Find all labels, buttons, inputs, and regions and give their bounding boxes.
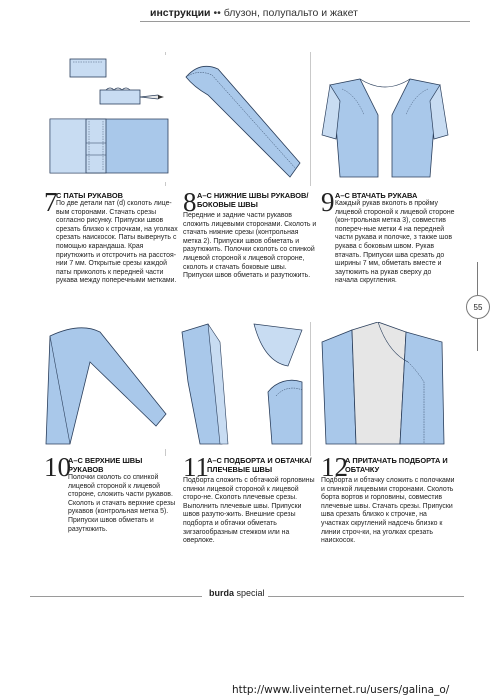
step-number: 11 — [183, 452, 209, 482]
column-divider — [310, 322, 311, 456]
brand-name: burda — [209, 588, 235, 598]
watermark-url: http://www.liveinternet.ru/users/galina_o/ — [232, 684, 450, 696]
illustration-step-12 — [318, 322, 448, 449]
step-7 — [44, 187, 178, 286]
header-text — [150, 7, 358, 19]
step-number: 7 — [44, 187, 58, 217]
illustration-step-9 — [320, 55, 450, 182]
page-badge-line — [477, 318, 478, 351]
step-body: Подборта и обтачку сложить с полочками и спинкой лицевыми сторонами. Сколоть борта вортов и горловины, совместив плечевые швы. Стачать срезы. Припуски шва срезать близко к строчке, на участках скруглений надсечь близко к линии строч-ки, на уголках срезать наискосок. — [321, 477, 455, 545]
page-number: 55 — [473, 302, 483, 312]
step-title: А–С ВЕРХНИЕ ШВЫ РУКАВОВ — [68, 456, 143, 474]
step-body: Передние и задние части рукавов сложить лицевыми сторонами. Сколоть и стачать нижние срезы (контрольная метка 2). Припуски швов обметать и разутюжить. Полочки сколоть со спинкой лицевой стороной к лицевой стороне, сколоть и стачать боковые швы. Припуски швов обметать и разутюжить. — [183, 212, 317, 280]
header-separator: •• — [213, 7, 221, 19]
step-number: 12 — [321, 452, 348, 482]
step-number: 10 — [44, 452, 71, 482]
header-section: инструкции — [150, 7, 211, 19]
page-badge-line — [477, 262, 478, 295]
step-title: С ПАТЫ РУКАВОВ — [56, 191, 123, 200]
step-9 — [321, 187, 455, 286]
step-number: 9 — [321, 187, 335, 217]
illustration-step-7 — [40, 55, 170, 182]
step-body: По две детали пат (d) сколоть лице-вым сторонами. Стачать срезы согласно рисунку. Припуски швов срезать близко к строчкам, на уголках срезать наискосок. Паты вывернуть с помощью карандаша. Края приутюжить и отстрочить на расстоя-нии 7 мм. Открытые срезы каждой паты приколоть к передней части рукава между поперечными метками. — [56, 200, 178, 285]
column-divider — [310, 52, 311, 186]
step-title: А–С ВТАЧАТЬ РУКАВА — [335, 191, 418, 200]
illustration-step-11 — [178, 322, 308, 449]
step-title: А–С НИЖНИЕ ШВЫ РУКАВОВ/ БОКОВЫЕ ШВЫ — [197, 191, 309, 209]
step-title: А ПРИТАЧАТЬ ПОДБОРТА И ОБТАЧКУ — [345, 456, 448, 474]
header-subtitle: блузон, полупальто и жакет — [223, 7, 358, 19]
step-10 — [44, 452, 178, 534]
step-body: Каждый рукав вколоть в пройму лицевой стороной к лицевой стороне (кон-трольная метка 3), совместив попереч-ные метки 4 на передней части рукава и полочке, з также шов рукава с боковым швом. Рукав втачать. Припуски шва срезать до ширины 7 мм, обметать вместе и заутюжить на рукав сверху до начала скругления. — [335, 200, 455, 285]
footer-rule — [30, 596, 202, 597]
page-header — [0, 0, 494, 26]
header-rule — [140, 21, 470, 22]
brand-suffix: special — [236, 588, 265, 598]
illustration-step-10 — [40, 322, 170, 449]
footer-brand — [209, 588, 265, 598]
step-title: А–С ПОДБОРТА И ОБТАЧКА/ ПЛЕЧЕВЫЕ ШВЫ — [207, 456, 312, 474]
step-11 — [183, 452, 317, 546]
footer-rule — [268, 596, 464, 597]
step-8 — [183, 187, 317, 281]
step-body: Полочки сколоть со спинкой лицевой стороной к лицевой стороне, сложить части рукавов. Сколоть и стачать верхние срезы рукавов (контрольная метка 5). Припуски швов обметать и разутюжить. — [68, 474, 176, 533]
step-number: 8 — [183, 187, 197, 217]
step-body: Подборта сложить с обтачкой горловины спинки лицевой стороной к лицевой сторо-не. Сколоть плечевые срезы. Выполнить плечевые швы. Припуски швов разутю-жить. Внешние срезы подборта и обтачки обметать зигзагообразным стежком или на оверлоке. — [183, 477, 315, 545]
illustration-step-8 — [178, 55, 308, 182]
page-number-badge — [466, 295, 490, 319]
step-12 — [321, 452, 455, 546]
